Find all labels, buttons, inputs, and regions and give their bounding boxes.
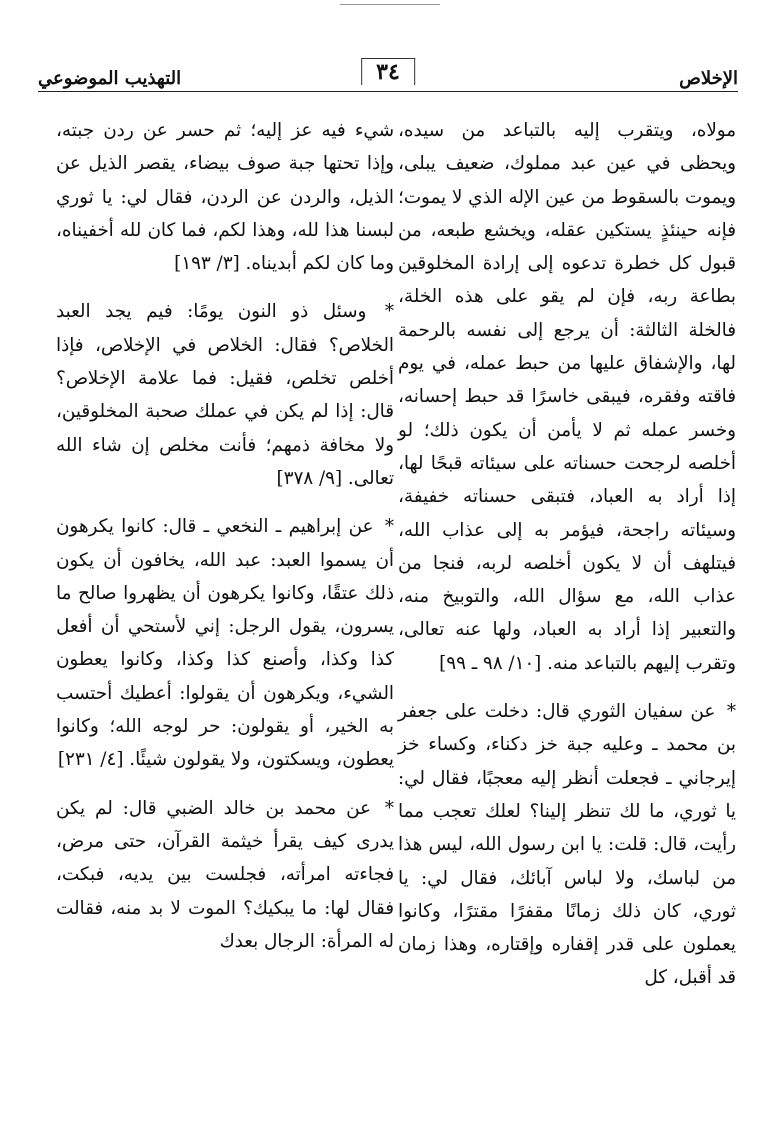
header-rule — [38, 91, 738, 92]
page-header — [38, 50, 738, 96]
asterisk-bullet: * — [726, 701, 736, 723]
paragraph — [56, 114, 394, 280]
book-title: التهذيب الموضوعي — [38, 68, 182, 89]
paragraph-text: وسئل ذو النون يومًا: فيم يجد العبد الخلاص؟ فقال: الخلاص في الإخلاص، فإذا أخلص تخلص، فقيل: فما علامة الإخلاص؟ قال: إذا لم يكن في عملك صحبة المخلوقين، ولا مخافة ذمهم؛ فأنت مخلص إن شاء الله تعالى. [٩/ ٣٧٨] — [56, 301, 394, 489]
asterisk-bullet: * — [384, 797, 395, 819]
paragraph-text: مولاه، ويتقرب إليه بالتباعد من سيده، ويحظى في عين عبد مملوك، ضعيف يبلى، ويموت بالسقوط من عين الإله الذي لا يموت؛ فإنه حينئذٍ يستكين عقله، ويخشع طبعه، من قبول كل خطرة تدعوه إلى إرادة المخلوقين بطاعة ربه، فإن لم يقو على هذه الخلة، فالخلة الثالثة: أن يرجع إلى نفسه بالرحمة لها، والإشفاق عليها من حبط عمله، في يوم فاقته وفقره، فيبقى خاسرًا قد حبط إحسانه، وخسر عمله ثم لا يأمن أن يكون ذلك؛ لو أخلصه لرجحت حسناته على سيئاته قبحًا لها، إذا أراد به العباد، فتبقى حسناته خفيفة، وسيئاته راجحة، فيؤمر به إلى عذاب الله، فيتلهف أن لا يكون أخلصه لربه، فنجا من عذاب الله، مع سؤال الله، والتوبيخ منه، والتعبير إذا أراد به العباد، ولها عنه تعالى، وتقرب إليهم بالتباعد منه. [١٠/ ٩٨ ـ ٩٩] — [398, 120, 736, 674]
chapter-title: الإخلاص — [679, 68, 738, 89]
right-column — [398, 114, 736, 1010]
paragraph — [56, 792, 394, 958]
asterisk-bullet: * — [384, 516, 394, 538]
paragraph-text: شيء فيه عز إليه؛ ثم حسر عن ردن جبته، وإذا تحتها جبة صوف بيضاء، يقصر الذيل عن الذيل، والردن عن الردن، فقال لي: يا ثوري لبسنا هذا لله، وهذا لكم، فما كان لله أخفيناه، وما كان لكم أبديناه. [٣/ ١٩٣] — [56, 120, 394, 275]
paragraph — [398, 114, 736, 680]
paragraph-text: عن محمد بن خالد الضبي قال: لم يكن يدرى كيف يقرأ خيثمة القرآن، حتى مرض، فجاءته امرأته، فجلست بين يديه، فبكت، فقال لها: ما يبكيك؟ الموت لا بد منه، فقالت له المرأة: الرجال بعدك — [56, 797, 394, 952]
top-rule — [340, 4, 440, 5]
left-column — [56, 114, 394, 973]
paragraph-text: عن إبراهيم ـ النخعي ـ قال: كانوا يكرهون أن يسموا العبد: عبد الله، يخافون أن يكون ذلك عتقًا، وكانوا يكرهون أن يظهروا صالح ما يسرون، يقول الرجل: إني لأستحي أن أفعل كذا وكذا، وأصنع كذا وكذا، وكانوا يعطون الشيء، ويكرهون أن يقولوا: أعطيك أحتسب به الخير، أو يقولون: حر لوجه الله؛ وكانوا يعطون، ويسكتون، ولا يقولون شيئًا. [٤/ ٢٣١] — [56, 516, 394, 771]
paragraph — [56, 295, 394, 495]
paragraph — [56, 510, 394, 776]
paragraph — [398, 695, 736, 995]
page-number: ٣٤ — [361, 58, 415, 85]
asterisk-bullet: * — [384, 301, 394, 323]
paragraph-text: عن سفيان الثوري قال: دخلت على جعفر بن محمد ـ وعليه جبة خز دكناء، وكساء خز إيرجاني ـ فجعلت أنظر إليه معجبًا، فقال لي: يا ثوري، ما لك تنظر إلينا؟ لعلك تعجب مما رأيت، قال: قلت: يا ابن رسول الله، ليس هذا من لباسك، ولا لباس آبائك، فقال لي: يا ثوري، كان ذلك زمانًا مقفرًا مقترًا، وكانوا يعملون على قدر إقفاره وإقتاره، وهذا زمان قد أقبل، كل — [398, 701, 736, 989]
